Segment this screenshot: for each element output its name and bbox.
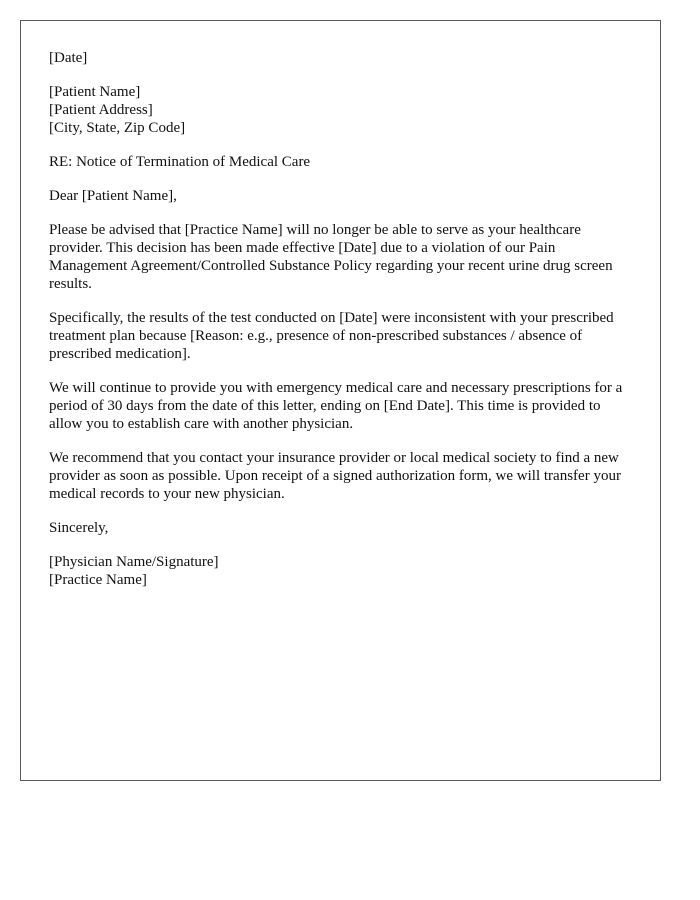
letter-subject: RE: Notice of Termination of Medical Care — [49, 154, 311, 170]
recipient-name: [Patient Name] — [49, 84, 141, 100]
signature-physician: [Physician Name/Signature] — [49, 554, 219, 570]
paragraph-notice: Please be advised that [Practice Name] will no longer be able to serve as your healthcare provider. This decision has been made effective [Date] due to a violation of our Pain Management Agreement/Controlled Substance Policy regarding your recent urine drug screen results. — [49, 222, 613, 292]
letter-body — [49, 49, 634, 605]
paragraph-recommendation: We recommend that you contact your insurance provider or local medical society to find a new provider as soon as possible. Upon receipt of a signed authorization form, we will transfer your medical records to your new physician. — [49, 450, 621, 502]
letter-salutation: Dear [Patient Name], — [49, 188, 177, 204]
paragraph-reason: Specifically, the results of the test conducted on [Date] were inconsistent with your prescribed treatment plan because [Reason: e.g., presence of non-prescribed substances / absence of prescribed medication]. — [49, 310, 614, 362]
recipient-address: [Patient Address] — [49, 102, 153, 118]
letter-page — [20, 20, 661, 781]
recipient-city-state-zip: [City, State, Zip Code] — [49, 120, 186, 136]
signature-block — [49, 553, 634, 589]
signature-practice: [Practice Name] — [49, 572, 147, 588]
letter-date: [Date] — [49, 50, 88, 66]
paragraph-continuing-care: We will continue to provide you with emergency medical care and necessary prescriptions for a period of 30 days from the date of this letter, ending on [End Date]. This time is provided to allow you to establish care with another physician. — [49, 380, 623, 432]
recipient-block — [49, 83, 634, 137]
letter-closing: Sincerely, — [49, 520, 109, 536]
